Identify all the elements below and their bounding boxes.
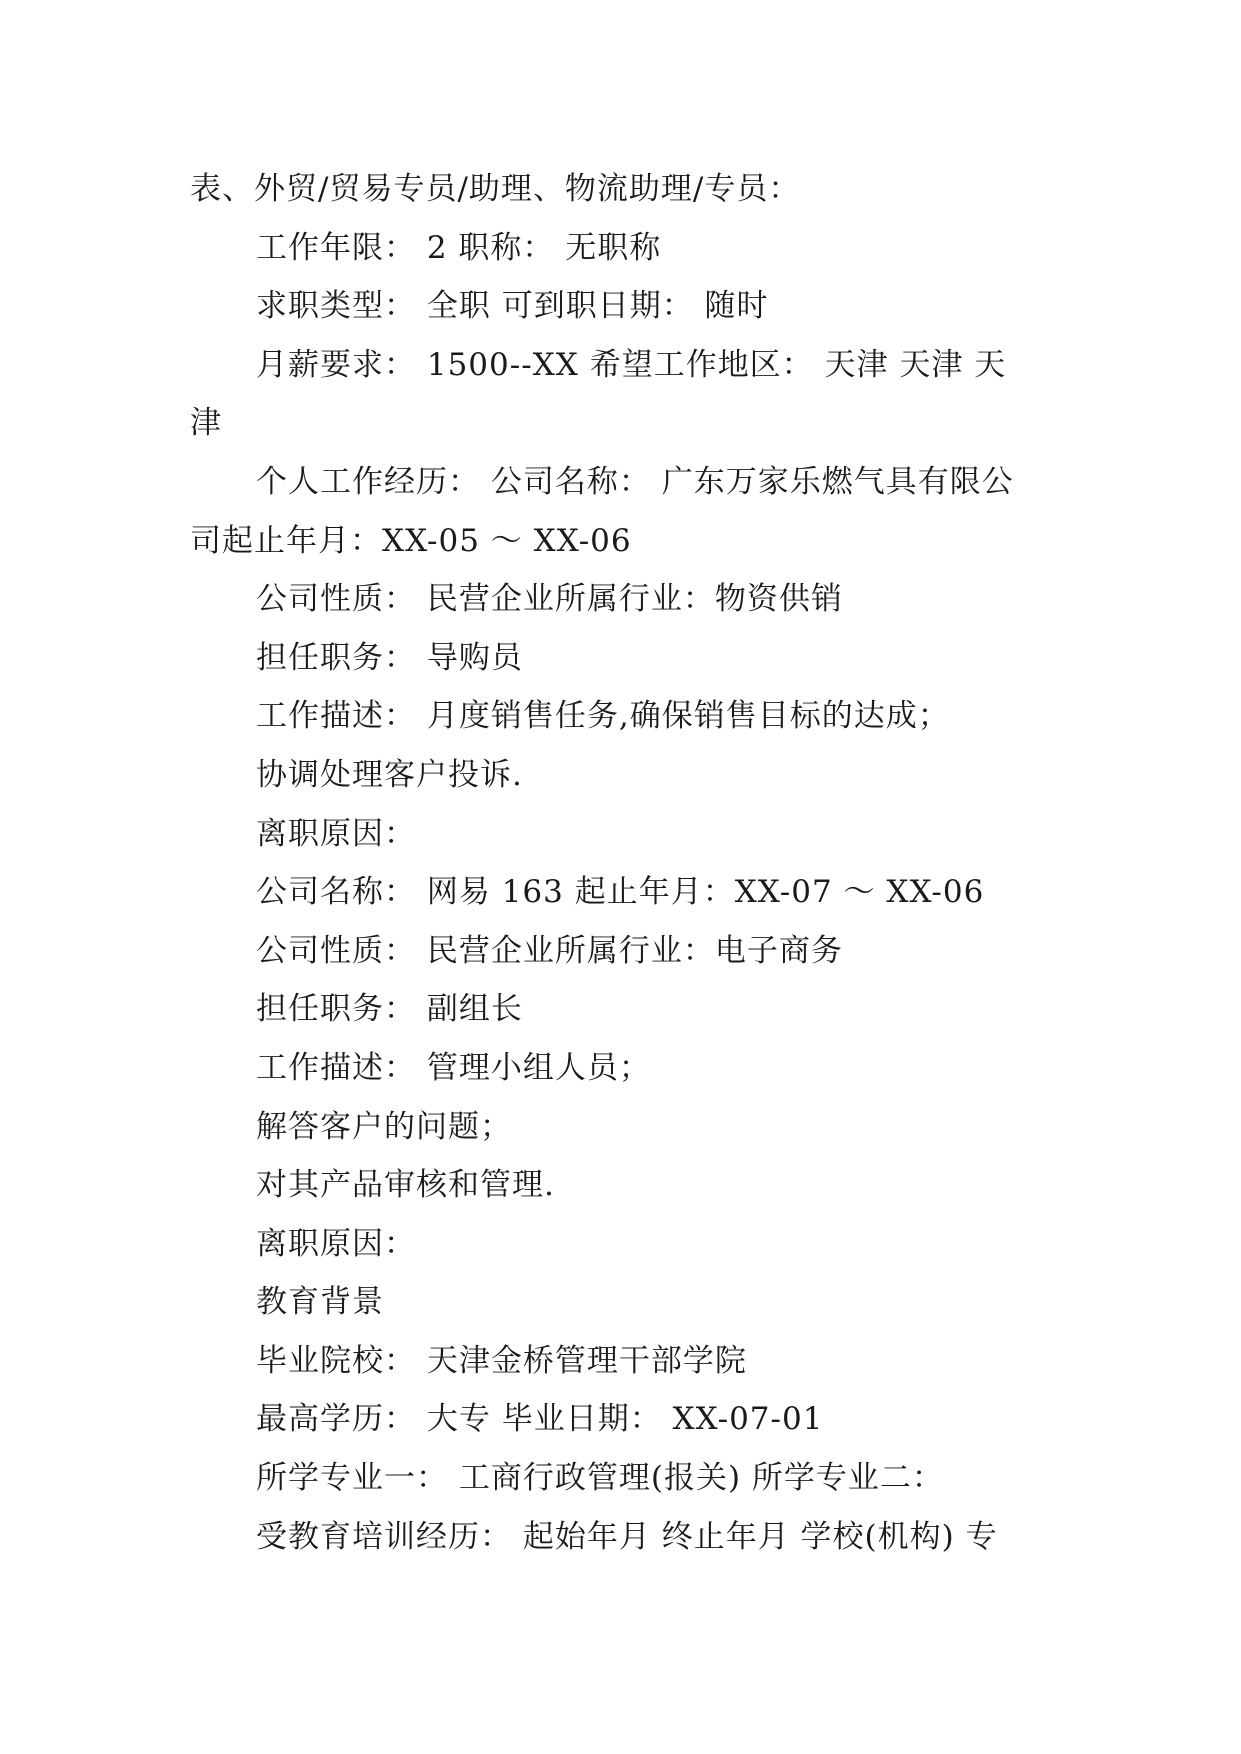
text-line: 个人工作经历： 公司名称： 广东万家乐燃气具有限公: [256, 463, 1014, 500]
text-line: 工作年限： 2 职称： 无职称: [256, 229, 662, 266]
text-line: 公司名称： 网易 163 起止年月：XX-07 ～ XX-06: [256, 874, 985, 911]
text-line: 毕业院校： 天津金桥管理干部学院: [256, 1342, 747, 1379]
text-line: 公司性质： 民营企业所属行业：物资供销: [256, 581, 843, 618]
text-line: 工作描述： 管理小组人员；: [256, 1049, 651, 1086]
text-line: 最高学历： 大专 毕业日期： XX-07-01: [256, 1401, 824, 1438]
text-line: 司起止年月：XX-05 ～ XX-06: [190, 522, 632, 559]
text-line: 离职原因：: [256, 1225, 416, 1262]
text-line: 对其产品审核和管理.: [256, 1167, 555, 1204]
text-line: 工作描述： 月度销售任务,确保销售目标的达成；: [256, 698, 950, 735]
text-line: 月薪要求： 1500--XX 希望工作地区： 天津 天津 天: [256, 346, 1007, 383]
text-line: 公司性质： 民营企业所属行业：电子商务: [256, 932, 843, 969]
text-line: 担任职务： 副组长: [256, 991, 523, 1028]
text-line: 所学专业一： 工商行政管理(报关) 所学专业二：: [256, 1460, 944, 1497]
document-body: [190, 160, 1050, 1566]
text-line: 表、外贸/贸易专员/助理、物流助理/专员：: [190, 171, 801, 207]
text-line: 津: [190, 405, 222, 442]
text-line: 受教育培训经历： 起始年月 终止年月 学校(机构) 专: [256, 1518, 998, 1555]
text-line: 担任职务： 导购员: [256, 639, 523, 676]
text-line: 解答客户的问题；: [256, 1108, 512, 1145]
text-line: 离职原因：: [256, 815, 416, 852]
text-line: 求职类型： 全职 可到职日期： 随时: [256, 288, 769, 325]
section-heading: 教育背景: [256, 1284, 384, 1321]
text-line: 协调处理客户投诉.: [256, 756, 523, 793]
